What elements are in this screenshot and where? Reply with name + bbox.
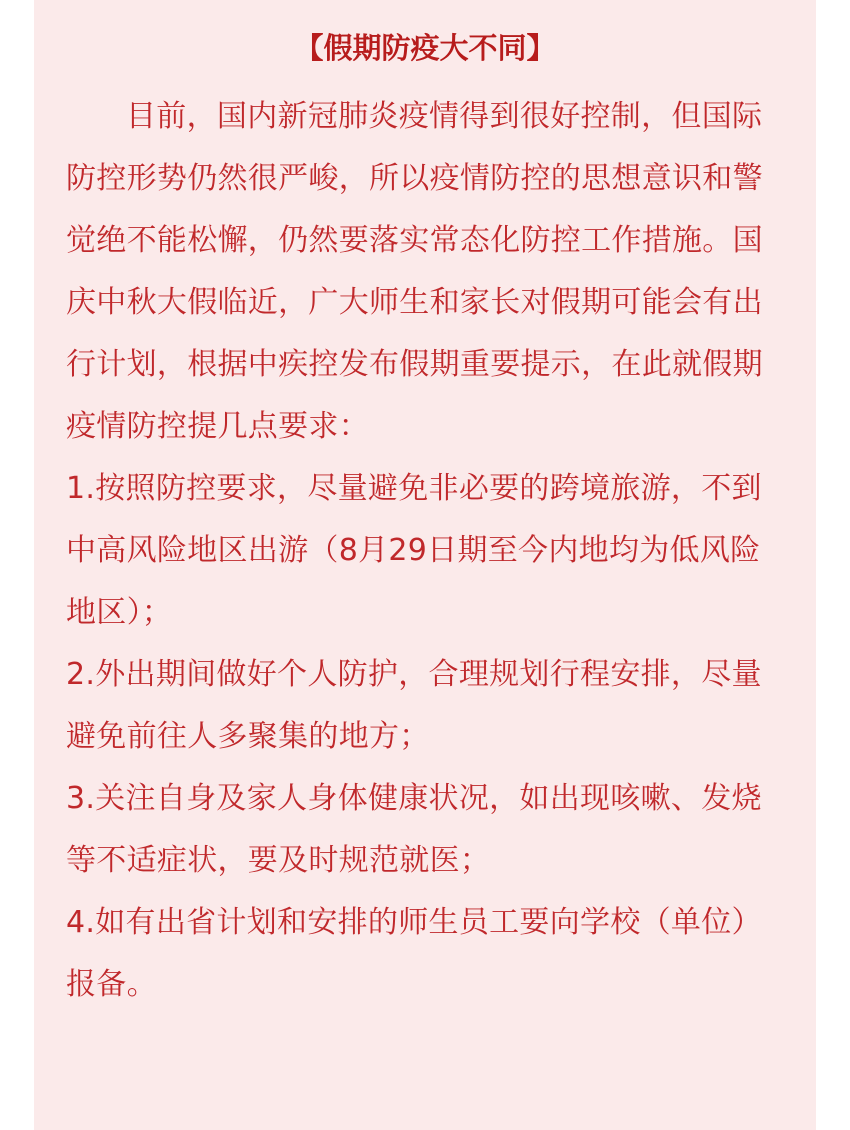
list-item: 3.关注自身及家人身体健康状况，如出现咳嗽、发烧等不适症状，要及时规范就医； (66, 781, 762, 878)
list-item: 4.如有出省计划和安排的师生员工要向学校（单位）报备。 (66, 905, 762, 1002)
intro-paragraph: 目前，国内新冠肺炎疫情得到很好控制，但国际防控形势仍然很严峻，所以疫情防控的思想意识和警觉绝不能松懈，仍然要落实常态化防控工作措施。国庆中秋大假临近，广大师生和家长对假期可能会有出行计划，根据中疾控发布假期重要提示，在此就假期疫情防控提几点要求： (66, 99, 763, 444)
list-item: 2.外出期间做好个人防护，合理规划行程安排，尽量避免前往人多聚集的地方； (66, 657, 762, 754)
list-item: 1.按照防控要求，尽量避免非必要的跨境旅游，不到中高风险地区出游（8月29日期至今内地均为低风险地区）； (66, 471, 762, 630)
article-title: 【假期防疫大不同】 (294, 31, 556, 65)
document-page (34, 0, 816, 1130)
article-body (66, 86, 778, 1016)
